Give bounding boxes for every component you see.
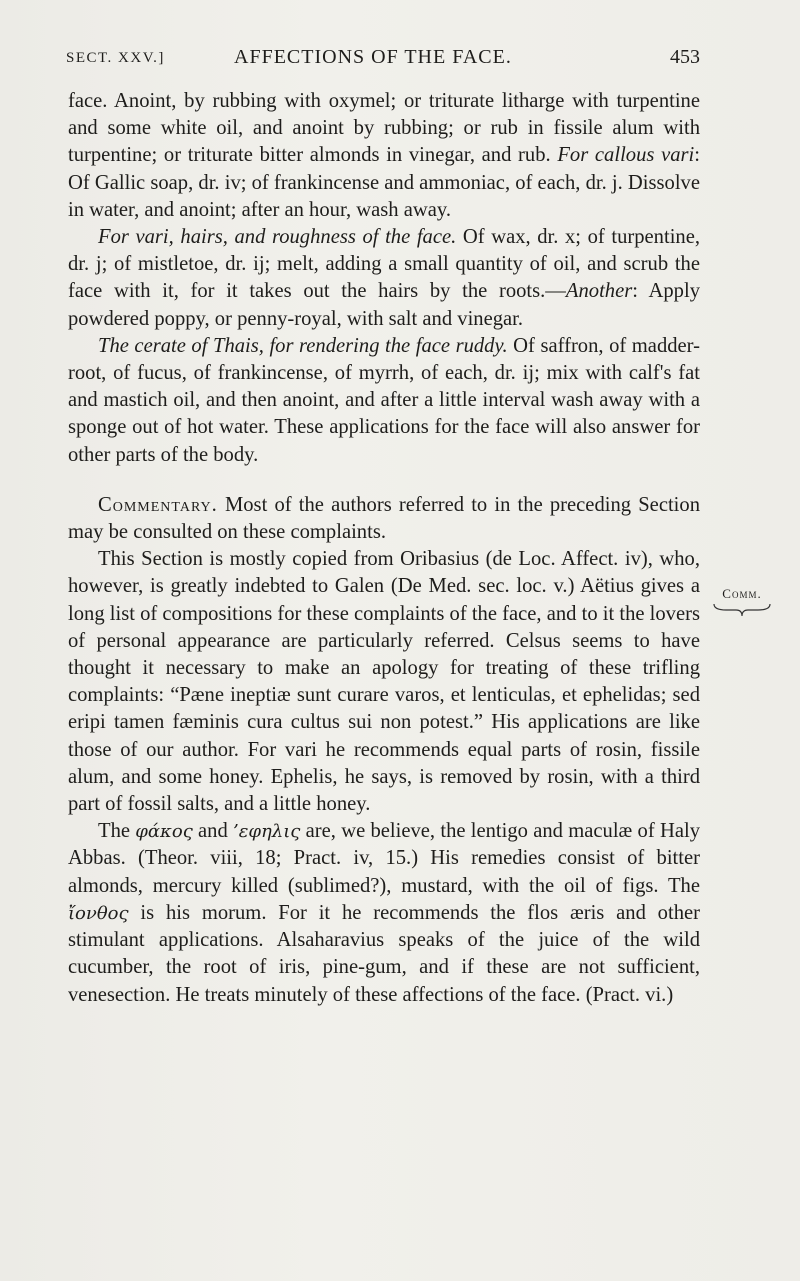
brace-icon	[712, 602, 772, 618]
page-title: AFFECTIONS OF THE FACE.	[234, 46, 512, 68]
paragraph-2	[68, 224, 700, 333]
p4-text: Most of the authors referred to in the preceding Section may be consulted on these complaints.	[68, 493, 700, 544]
greek-word-1: φάκος	[135, 821, 193, 843]
p2-text: Of wax, dr. x; of turpentine, dr. j; of mistletoe, dr. ij; melt, adding a small quantity of oil, and scrub the face with it, for it takes out the hairs by the roots.—	[68, 226, 701, 303]
margin-note	[712, 586, 772, 618]
p3-italic: The cerate of Thais, for rendering the face ruddy.	[98, 334, 508, 357]
running-header	[66, 44, 702, 84]
greek-word-3: ἴονθος	[68, 902, 129, 924]
page-number: 453	[670, 46, 700, 68]
p6-d: is his morum. For it he recommends the flos æris and other stimulant applications. Alsaharavius speaks of the juice of the wild cucumber, the root of iris, pine-gum, and if these are not sufficient, venesection. He treats minutely of these affections of the face. (Pract. vi.)	[68, 901, 700, 1006]
commentary-heading: Commentary.	[98, 493, 218, 516]
paragraph-5	[68, 546, 700, 818]
p6-a: The	[98, 820, 136, 843]
paragraph-3	[68, 333, 700, 469]
page-body	[68, 88, 700, 1009]
section-label: SECT. XXV.]	[66, 50, 165, 66]
p2-italic: For vari, hairs, and roughness of the face.	[98, 226, 457, 249]
p2-tail: : Apply powdered poppy, or penny-royal, with salt and vinegar.	[68, 280, 700, 330]
greek-word-2: ’εφηλις	[233, 821, 301, 843]
paragraph-4	[68, 492, 700, 546]
paragraph-1	[68, 88, 700, 224]
p1-text: face. Anoint, by rubbing with oxymel; or triturate litharge with turpentine and some white oil, and anoint by rubbing; or rub in fissile alum with turpentine; or triturate bitter almonds in vinegar, and rub.	[68, 90, 700, 167]
p6-c: are, we believe, the lentigo and maculæ of Haly Abbas. (Theor. viii, 18; Pract. iv, 15.) His remedies consist of bitter almonds, mercury killed (sublimed?), mustard, with the oil of figs. The	[68, 820, 701, 897]
p1-italic: For callous vari	[557, 144, 695, 167]
p5-text: This Section is mostly copied from Oribasius (de Loc. Affect. iv), who, however, is greatly indebted to Galen (De Med. sec. loc. v.) Aëtius gives a long list of compositions for these complaints of the face, and to it the lovers of personal appearance are particularly referred. Celsus seems to have thought it necessary to make an apology for treating of these trifling complaints: “Pæne ineptiæ sunt curare varos, et lenticulas, et ephelidas; sed eripi tamen fæminis cura cultus sui non potest.” His applications are like those of our author. For vari he recommends equal parts of rosin, fissile alum, and some honey. Ephelis, he says, is removed by rosin, with a third part of fossil salts, and a little honey.	[68, 548, 700, 816]
paragraph-6	[68, 818, 700, 1008]
p1-tail: : Of Gallic soap, dr. iv; of frankincense and ammoniac, of each, dr. j. Dissolve in water, and anoint; after an hour, wash away.	[68, 144, 700, 221]
p6-b: and	[192, 820, 234, 843]
margin-note-label: Comm.	[722, 586, 762, 601]
p2-italic2: Another	[565, 280, 633, 303]
p3-text: Of saffron, of madder-root, of fucus, of frankincense, of myrrh, of each, dr. ij; mix with calf's fat and mastich oil, and then anoint, and after a little interval wash away with a sponge out of hot water. These applications for the face will also answer for other parts of the body.	[68, 334, 700, 466]
